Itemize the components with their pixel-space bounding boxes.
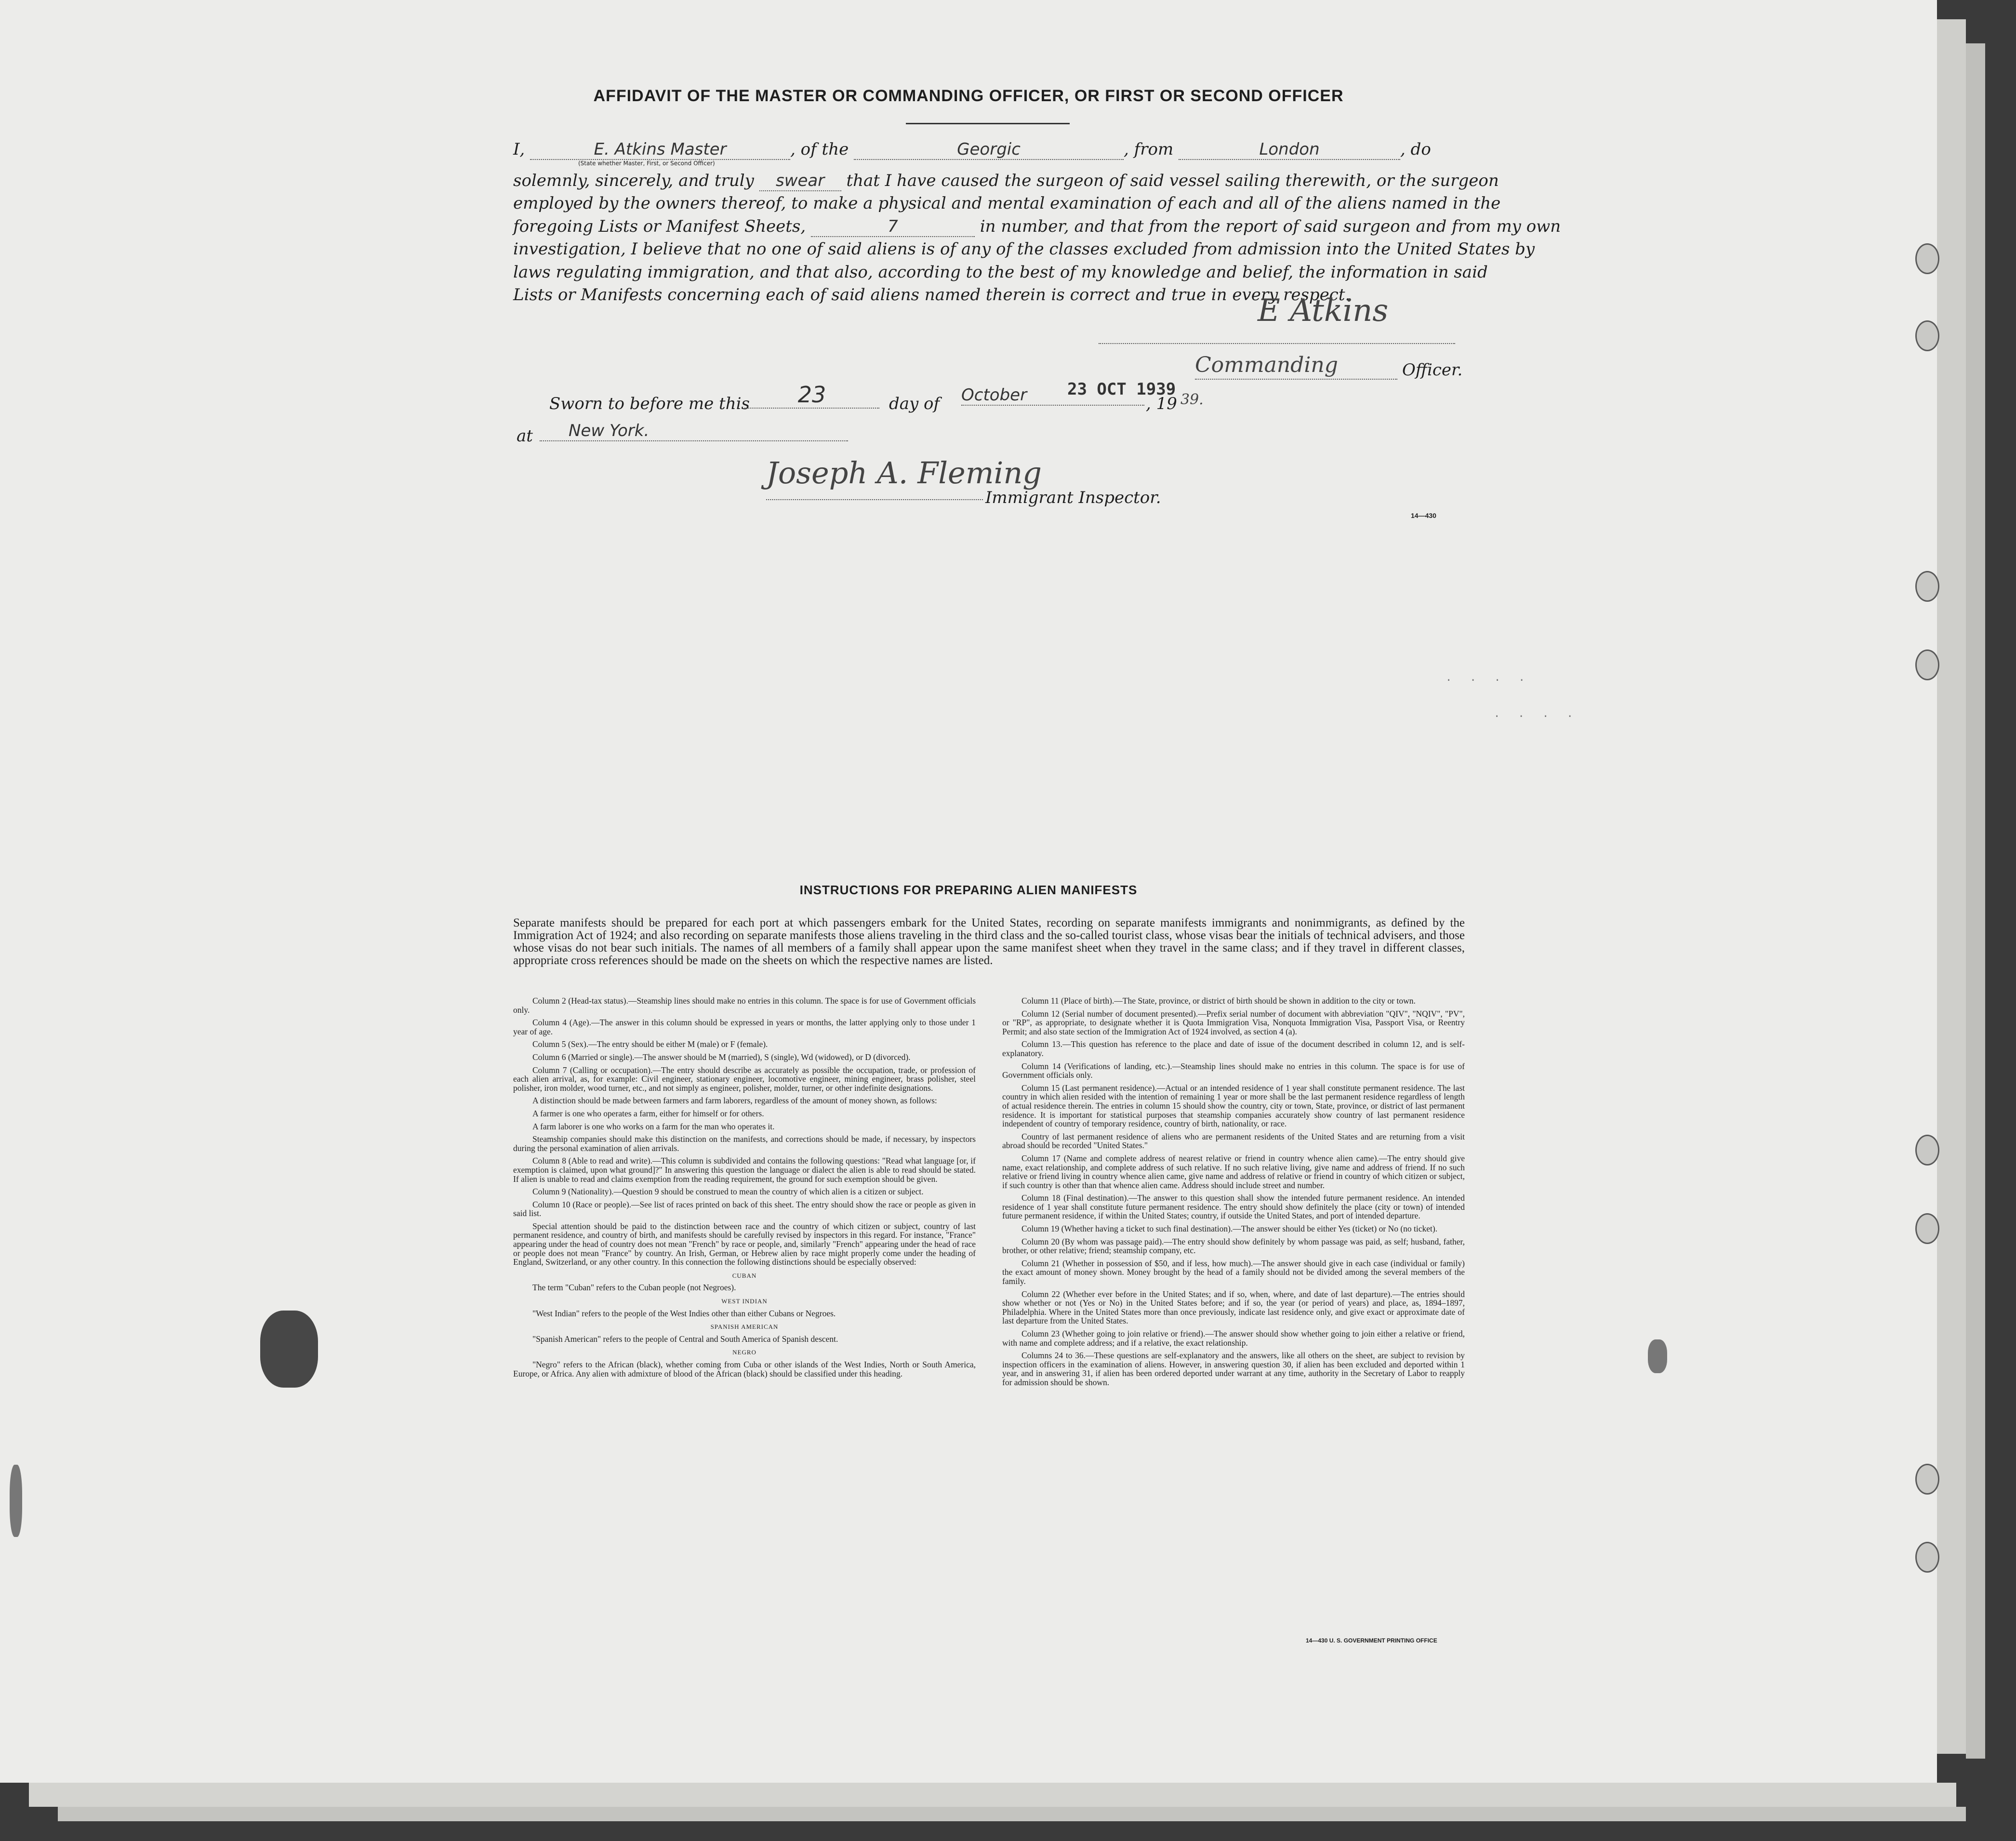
instruction-paragraph: Column 14 (Verifications of landing, etc.).—Steamship lines should make no entries in this column. The space is for use of Government officials only. — [1002, 1061, 1465, 1080]
instruction-paragraph: Column 12 (Serial number of document presented).—Prefix serial number of document with abbreviation "QIV", "NQIV", "PV", or "RP", as appropriate, to designate whether it is Quota Immigration Visa, Nonquota Immigration Visa, Passport Visa, or Reentry Permit; and also state section of the Immigration Act of 1924 involved, as section 4 (a). — [1002, 1008, 1465, 1036]
text: foregoing Lists or Manifest Sheets, — [513, 217, 806, 236]
ink-smudge — [1648, 1339, 1667, 1373]
year-label: , 19 — [1146, 394, 1177, 413]
instructions-left-column — [513, 996, 976, 1382]
instruction-paragraph: Column 7 (Calling or occupation).—The entry should describe as accurately as possible the occupation, trade, or profession of each alien arrival, as, for example: Civil engineer, stationary engineer, locomotive engineer, mining engineer, brass polisher, steel polisher, iron molder, wood turner, etc., and not simply as engineer, polisher, molder, turner, or other indefinite designations. — [513, 1065, 976, 1093]
instruction-paragraph: A farm laborer is one who works on a farm for the man who operates it. — [532, 1121, 775, 1131]
inspector-signature-line — [766, 499, 983, 500]
vessel-field: Georgic — [854, 140, 1124, 160]
officer-signature: E Atkins — [1258, 293, 1389, 329]
day-of-label: day of — [889, 394, 940, 413]
binder-hole — [1915, 320, 1939, 351]
officer-title-handwritten: Commanding — [1195, 353, 1338, 377]
instruction-paragraph: Special attention should be paid to the distinction between race and the country of which citizen or subject, country of last permanent residence, and country of birth, and manifests should be carefully revised by inspectors in this regard. For instance, "France" appearing under the head of country does not mean "French" by race or people, and, similarly "French" appearing under the head of race or people does not mean "France" by country. An Irish, German, or Hebrew alien by race might properly come under the heading of England, Switzerland, or any other country. In this connection the following distinctions should be especially observed: — [513, 1221, 976, 1267]
instructions-right-column — [1002, 996, 1465, 1391]
instruction-paragraph: A farmer is one who operates a farm, either for himself or for others. — [532, 1108, 764, 1118]
binder-hole — [1915, 1542, 1939, 1573]
instruction-paragraph: A distinction should be made between farmers and farm laborers, regardless of the amount of money shown, as follows: — [532, 1096, 937, 1106]
affidavit-line-6: laws regulating immigration, and that also, according to the best of my knowledge and belief, the information in said — [513, 263, 1488, 282]
text: , from — [1124, 140, 1174, 159]
instruction-paragraph: Column 22 (Whether ever before in the United States; and if so, when, where, and date of last departure).—The entries should show whether or not (Yes or No) in the United States before; and if so, the year (or period of years) and place, as, 1894–1897, Philadelphia. Where in the United States more than once previously, indicate last residence only, and give exact or approximate date of last departure from the United States. — [1002, 1289, 1465, 1326]
binder-hole — [1915, 649, 1939, 680]
binder-hole — [1915, 1213, 1939, 1244]
text: in number, and that from the report of said surgeon and from my own — [980, 217, 1561, 236]
binder-hole — [1915, 1464, 1939, 1495]
instruction-paragraph: Column 18 (Final destination).—The answer to this question shall show the intended future permanent residence. An intended residence of 1 year shall constitute future permanent residence. The entry should show definitely the place (city or town) of intended future permanent residence, if within the United States; country, if outside the United States, and port of intended departure. — [1002, 1193, 1465, 1221]
instruction-paragraph: Column 9 (Nationality).—Question 9 should be construed to mean the country of which alien is a citizen or subject. — [532, 1187, 924, 1197]
officer-signature-line — [1099, 343, 1455, 344]
race-note-text: "Spanish American" refers to the people of Central and South America of Spanish descent. — [532, 1334, 838, 1344]
instruction-paragraph: Column 19 (Whether having a ticket to such final destination).—The answer should be either Yes (ticket) or No (no ticket). — [1021, 1224, 1438, 1234]
year-handwritten: 39. — [1180, 391, 1204, 408]
race-note-heading: WEST INDIAN — [721, 1298, 768, 1305]
binder-hole — [1915, 571, 1939, 602]
inspector-label: Immigrant Inspector. — [985, 488, 1161, 507]
page-stack-edge-bottom-back — [58, 1807, 1966, 1821]
sworn-place-field: New York. — [540, 421, 848, 441]
text: solemnly, sincerely, and truly — [513, 171, 754, 190]
officer-label: Officer. — [1402, 360, 1463, 380]
race-note-text: The term "Cuban" refers to the Cuban people (not Negroes). — [532, 1283, 736, 1293]
affidavit-line-2 — [513, 171, 1499, 191]
instruction-paragraph: Column 6 (Married or single).—The answer should be M (married), S (single), Wd (widowed), or D (divorced). — [532, 1052, 911, 1062]
instruction-paragraph: Column 15 (Last permanent residence).—Actual or an intended residence of 1 year shall constitute permanent residence. The last country in which alien resided with the intention of remaining 1 year or more shall be the last permanent residence regardless of length of actual residence therein. The entries in column 15 should show the country, city or town, State, province, or district of last permanent residence. It is important for statistical purposes that steamship companies accurately show country of last permanent residence independent of country of temporary residence, country of birth, nationality, or race. — [1002, 1083, 1465, 1129]
ink-smudge — [10, 1465, 22, 1537]
inspector-signature: Joseph A. Fleming — [766, 455, 1042, 490]
faint-dots: · · · · — [1494, 711, 1579, 723]
instruction-paragraph: Column 17 (Name and complete address of nearest relative or friend in country whence alien came).—The entry should give name, exact relationship, and complete address of such relative. If no such relative living, give name and address of friend. If no such relative or friend living in country whence alien came, give name and address of relative or friend in country of which citizen or subject, if such country is other than that whence alien came. Address should include street and number. — [1002, 1153, 1465, 1190]
affidavit-title: AFFIDAVIT OF THE MASTER OR COMMANDING OFFICER, OR FIRST OR SECOND OFFICER — [593, 87, 1344, 105]
sheet-count-field: 7 — [811, 217, 975, 237]
instructions-title: INSTRUCTIONS FOR PREPARING ALIEN MANIFESTS — [799, 883, 1138, 897]
date-stamp: 23 OCT 1939 — [1067, 380, 1176, 399]
sworn-label: Sworn to before me this — [549, 394, 750, 413]
text: , do — [1400, 140, 1431, 159]
printer-note: 14—430 U. S. GOVERNMENT PRINTING OFFICE — [1306, 1637, 1437, 1644]
affidavit-line-5: investigation, I believe that no one of said aliens is of any of the classes excluded from admission into the United States by — [513, 239, 1535, 259]
instruction-paragraph: Column 23 (Whether going to join relative or friend).—The answer should show whether going to join either a relative or friend, with name and complete address; and if a relative, the exact relationship. — [1002, 1329, 1465, 1348]
affidavit-line-4 — [513, 217, 1561, 237]
instruction-paragraph: Column 10 (Race or people).—See list of races printed on back of this sheet. The entry should show the race or people as given in said list. — [513, 1199, 976, 1219]
affidavit-line-3: employed by the owners thereof, to make a physical and mental examination of each and all of the aliens named in the — [513, 194, 1501, 213]
officer-title-line — [1195, 379, 1397, 380]
instruction-paragraph: Country of last permanent residence of aliens who are permanent residents of the United States and are returning from a visit abroad should be recorded "United States." — [1002, 1131, 1465, 1151]
binder-hole — [1915, 1135, 1939, 1166]
instruction-paragraph: Column 2 (Head-tax status).—Steamship lines should make no entries in this column. The space is for use of Government officials only. — [513, 996, 976, 1015]
page-stack-edge-right-back — [1966, 43, 1985, 1759]
text: that I have caused the surgeon of said vessel sailing therewith, or the surgeon — [846, 171, 1499, 190]
instruction-paragraph: Column 20 (By whom was passage paid).—The entry should show definitely by whom passage was paid, as self; husband, father, brother, or other relative; friend; steamship company, etc. — [1002, 1236, 1465, 1256]
race-note-text: "West Indian" refers to the people of the West Indies other than either Cubans or Negroes. — [532, 1308, 836, 1318]
instruction-paragraph: Columns 24 to 36.—These questions are self-explanatory and the answers, like all others on the sheet, are subject to revision by inspection officers in the examination of aliens. However, in answering question 30, if alien has been excluded and deported within 1 year, and in answering 31, if alien has been ordered deported under warrant at any time, authority in the Secretary of Labor to reapply for admission should be shown. — [1002, 1351, 1465, 1387]
at-label: at — [517, 426, 533, 446]
affidavit-line-7: Lists or Manifests concerning each of said aliens named therein is correct and true in every respect. — [513, 285, 1351, 305]
instruction-paragraph: Steamship companies should make this distinction on the manifests, and corrections should be made, if necessary, by inspectors during the personal examination of alien arrivals. — [513, 1134, 976, 1153]
race-note-heading: CUBAN — [732, 1271, 757, 1279]
race-note-heading: SPANISH AMERICAN — [710, 1323, 779, 1331]
instruction-paragraph: Column 8 (Able to read and write).—This column is subdivided and contains the following questions: "Read what language [or, if exemption is claimed, upon what ground]?" In answering this question the language or dialect the alien is able to read should be stated. If alien is unable to read and claims exemption from the reading requirement, the ground for such exemption should be given. — [513, 1156, 976, 1184]
race-note-heading: NEGRO — [732, 1349, 756, 1356]
affidavit-line-1 — [513, 140, 1462, 160]
officer-rank-note: (State whether Master, First, or Second Officer) — [578, 160, 715, 167]
text: I, — [513, 140, 525, 159]
instruction-paragraph: Column 4 (Age).—The answer in this column should be expressed in years or months, the latter applying only to those under 1 year of age. — [513, 1018, 976, 1036]
instruction-paragraph: Column 5 (Sex).—The entry should be either M (male) or F (female). — [532, 1039, 768, 1049]
page-stack-edge-right — [1937, 19, 1966, 1754]
page-stack-edge-bottom — [29, 1783, 1956, 1807]
sworn-day-field: 23 — [744, 382, 879, 409]
oath-field: swear — [759, 171, 841, 191]
form-number: 14—430 — [1411, 512, 1436, 519]
ink-smudge — [260, 1311, 318, 1388]
instructions-intro: Separate manifests should be prepared for each port at which passengers embark for the United States, recording on separate manifests immigrants and nonimmigrants, as defined by the Immigration Act of 1924; and also recording on separate manifests those aliens traveling in the third class and the so-called tourist class, whose visas bear the initials of technical advisers, and those whose visas do not bear such initials. The names of all members of a family shall appear upon the same manifest sheet when they travel in the same class; and if they travel in different classes, appropriate cross references should be made on the sheets on which the respective names are listed. — [513, 916, 1465, 967]
text: , of the — [790, 140, 849, 159]
faint-dots: · · · · — [1446, 675, 1531, 687]
title-rule — [906, 123, 1070, 124]
instruction-paragraph: Column 11 (Place of birth).—The State, province, or district of birth should be shown in addition to the city or town. — [1021, 996, 1416, 1006]
instruction-paragraph: Column 21 (Whether in possession of $50, and if less, how much).—The answer should give in each case (individual or family) the exact amount of money shown. Money brought by the head of a family should not be divided among the several members of the family. — [1002, 1258, 1465, 1286]
instruction-paragraph: Column 13.—This question has reference to the place and date of issue of the document described in column 12, and is self-explanatory. — [1002, 1039, 1465, 1058]
sworn-month-field: October — [961, 385, 1144, 406]
officer-name-field: E. Atkins Master — [530, 140, 790, 160]
binder-hole — [1915, 243, 1939, 274]
race-note-text: "Negro" refers to the African (black), whether coming from Cuba or other islands of the West Indies, North or South America, Europe, or Africa. Any alien with admixture of blood of the African (black) should be classified under this heading. — [513, 1360, 976, 1378]
port-from-field: London — [1179, 140, 1400, 160]
